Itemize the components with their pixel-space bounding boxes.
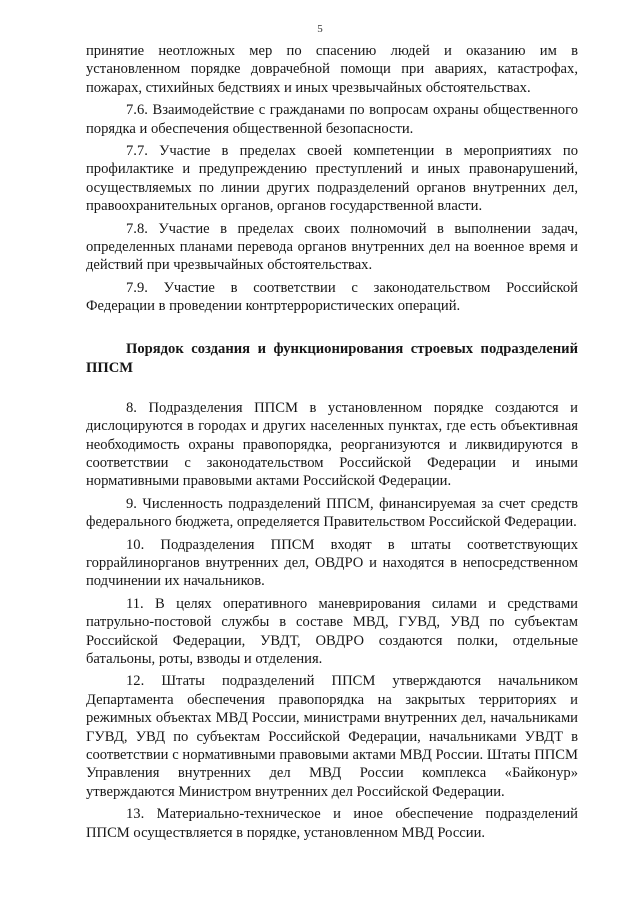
paragraph-7-7: 7.7. Участие в пределах своей компетенции в мероприятиях по профилактике и предупреждению преступлений и иных правонарушений, осуществляемых по линии других подразделений органов внутренних дел, правоохранительных органов, органов государственной власти. — [86, 143, 578, 215]
paragraph-9: 9. Численность подразделений ППСМ, финансируемая за счет средств федерального бюджета, определяется Правительством Российской Федерации. — [86, 495, 578, 531]
paragraph-11: 11. В целях оперативного маневрирования силами и средствами патрульно-постовой службы в составе МВД, ГУВД, УВД по субъектам Российской Федерации, УВДТ, ОВДРО создаются полки, отдельные батальоны, роты, взводы и отделения. — [86, 595, 578, 667]
paragraph-12: 12. Штаты подразделений ППСМ утверждаются начальником Департамента обеспечения правопорядка на закрытых территориях и режимных объектах МВД России, министрами внутренних дел, начальниками ГУВД, УВД по субъектам Российской Федерации, начальниками УВДТ в соответствии с нормативными правовыми актами МВД России. Штаты ППСМ Управления внутренних дел МВД России комплекса «Байконур» утверждаются Министром внутренних дел Российской Федерации. — [86, 673, 578, 800]
document-body — [86, 42, 578, 846]
paragraph-7-5-continuation: принятие неотложных мер по спасению людей и оказанию им в установленном порядке доврачебной помощи при авариях, катастрофах, пожарах, стихийных бедствиях и иных чрезвычайных обстоятельствах. — [86, 43, 578, 96]
section-heading: Порядок создания и функционирования строевых подразделений ППСМ — [86, 340, 578, 376]
paragraph-7-9: 7.9. Участие в соответствии с законодательством Российской Федерации в проведении контртеррористических операций. — [86, 279, 578, 315]
paragraph-10: 10. Подразделения ППСМ входят в штаты соответствующих горрайлинорганов внутренних дел, ОВДРО и находятся в непосредственном подчинении их начальников. — [86, 536, 578, 590]
paragraph-8: 8. Подразделения ППСМ в установленном порядке создаются и дислоцируются в городах и других населенных пунктах, где есть объективная необходимость охраны правопорядка, реорганизуются и ликвидируются в соответствии с законодательством Российской Федерации и иными нормативными правовыми актами Российской Федерации. — [86, 399, 578, 490]
paragraph-7-6: 7.6. Взаимодействие с гражданами по вопросам охраны общественного порядка и обеспечения общественной безопасности. — [86, 102, 578, 137]
paragraph-13: 13. Материально-техническое и иное обеспечение подразделений ППСМ осуществляется в порядке, установленном МВД России. — [86, 806, 578, 841]
paragraph-7-8: 7.8. Участие в пределах своих полномочий в выполнении задач, определенных планами перевода органов внутренних дел на военное время и действий при чрезвычайных обстоятельствах. — [86, 220, 578, 274]
page-number: 5 — [317, 23, 323, 35]
